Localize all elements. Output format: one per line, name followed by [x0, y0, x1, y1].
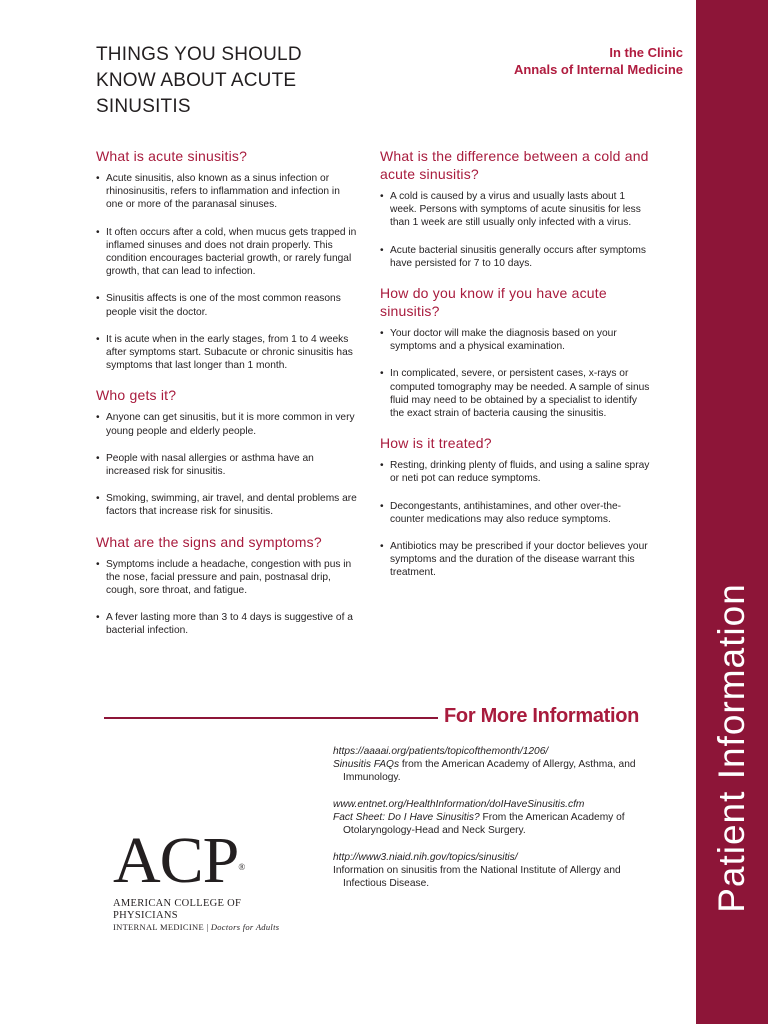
section-who-gets-it	[96, 386, 358, 518]
section-heading: How is it treated?	[380, 435, 492, 452]
bullet-item: • Anyone can get sinusitis, but it is more common in very young people and elderly people.	[96, 411, 358, 437]
logo-tag-left: INTERNAL MEDICINE	[113, 922, 204, 932]
bullet-item: • Smoking, swimming, air travel, and dental problems are factors that increase risk for sinusitis.	[96, 492, 358, 518]
section-heading: Who gets it?	[96, 387, 177, 404]
registered-mark: ®	[238, 862, 245, 872]
reference-text: from the American Academy of Allergy, Asthma, and Immunology.	[343, 759, 636, 783]
section-heading: What is acute sinusitis?	[96, 148, 248, 164]
reference-title: Fact Sheet: Do I Have Sinusitis?	[333, 812, 480, 823]
reference-item	[333, 798, 653, 837]
bullet-item: • Sinusitis affects is one of the most common reasons people visit the doctor.	[96, 292, 358, 318]
section-what-is	[96, 147, 358, 372]
logo-organization-name: AMERICAN COLLEGE OF PHYSICIANS	[113, 898, 242, 921]
sidebar-band	[696, 0, 768, 1024]
reference-item	[333, 745, 653, 784]
reference-link[interactable]: www.entnet.org/HealthInformation/doIHaveSinusitis.cfm	[333, 799, 585, 810]
logo-tagline	[113, 922, 293, 933]
bullet-item: • It is acute when in the early stages, from 1 to 4 weeks after symptoms start. Subacute or chronic sinusitis has symptoms that last longer than 1 month.	[96, 333, 358, 373]
reference-link[interactable]: https://aaaai.org/patients/topicofthemonth/1206/	[333, 746, 549, 757]
reference-description	[333, 811, 653, 837]
section-cold-vs-sinusitis	[380, 147, 650, 270]
section-heading: How do you know if you have acute sinusitis?	[380, 285, 607, 320]
reference-description	[333, 758, 653, 784]
section-divider	[104, 717, 438, 719]
section-diagnosis	[380, 284, 650, 420]
reference-description	[333, 864, 653, 890]
sidebar-label: Patient Information	[711, 583, 752, 913]
reference-text: From the American Academy of Otolaryngology-Head and Neck Surgery.	[343, 812, 625, 836]
reference-text: Information on sinusitis from the National Institute of Allergy and Infectious Disease.	[333, 865, 621, 889]
left-column	[96, 147, 358, 652]
page-title: THINGS YOU SHOULD KNOW ABOUT ACUTE SINUSITIS	[96, 44, 302, 117]
bullet-item: • Symptoms include a headache, congestion with pus in the nose, facial pressure and pain, postnasal drip, cough, sore throat, and fatigue.	[96, 558, 358, 598]
reference-item	[333, 851, 653, 890]
bullet-item: • A cold is caused by a virus and usually lasts about 1 week. Persons with symptoms of acute sinusitis for less than 1 week are still usually only infected with a virus.	[380, 190, 650, 230]
section-heading: What are the signs and symptoms?	[96, 533, 322, 550]
clinic-line: In the Clinic	[609, 45, 683, 60]
logo-tag-separator: |	[203, 922, 211, 932]
bullet-item: • Acute bacterial sinusitis generally occurs after symptoms have persisted for 7 to 10 days.	[380, 244, 650, 270]
acp-logo	[113, 824, 293, 933]
logo-letters: ACP	[113, 824, 239, 897]
more-info-heading: For More Information	[444, 705, 640, 727]
bullet-item: • A fever lasting more than 3 to 4 days is suggestive of a bacterial infection.	[96, 611, 358, 637]
bullet-item: • It often occurs after a cold, when mucus gets trapped in inflamed sinuses and does not drain properly. This condition encourages bacterial growth, or rarely fungal growth, that can lead to infection.	[96, 226, 358, 279]
journal-line: Annals of Internal Medicine	[513, 62, 683, 77]
logo-tag-right: Doctors for Adults	[210, 922, 280, 932]
bullet-item: • Acute sinusitis, also known as a sinus infection or rhinosinusitis, refers to inflammation and infection in one or more of the paranasal sinuses.	[96, 172, 358, 212]
bullet-item: • Your doctor will make the diagnosis based on your symptoms and a physical examination.	[380, 327, 650, 353]
reference-link[interactable]: http://www3.niaid.nih.gov/topics/sinusitis/	[333, 852, 518, 863]
section-treatment	[380, 434, 650, 579]
right-column	[380, 147, 650, 594]
publication-label	[514, 44, 683, 78]
section-heading: What is the difference between a cold and acute sinusitis?	[380, 148, 649, 182]
bullet-item: • People with nasal allergies or asthma have an increased risk for sinusitis.	[96, 452, 358, 478]
reference-title: Sinusitis FAQs	[333, 759, 400, 770]
bullet-item: • Decongestants, antihistamines, and other over-the-counter medications may also reduce symptoms.	[380, 500, 650, 526]
section-symptoms	[96, 533, 358, 638]
reference-list	[333, 745, 653, 904]
bullet-item: • Resting, drinking plenty of fluids, and using a saline spray or neti pot can reduce symptoms.	[380, 459, 650, 485]
bullet-item: • Antibiotics may be prescribed if your doctor believes your symptoms and the duration of the disease warrant this treatment.	[380, 540, 650, 580]
logo-wordmark	[113, 824, 293, 897]
bullet-item: • In complicated, severe, or persistent cases, x-rays or computed tomography may be needed. A sample of sinus fluid may need to be obtained by a specialist to identify the exact strain of bacteria causing the sinusitis.	[380, 367, 650, 420]
